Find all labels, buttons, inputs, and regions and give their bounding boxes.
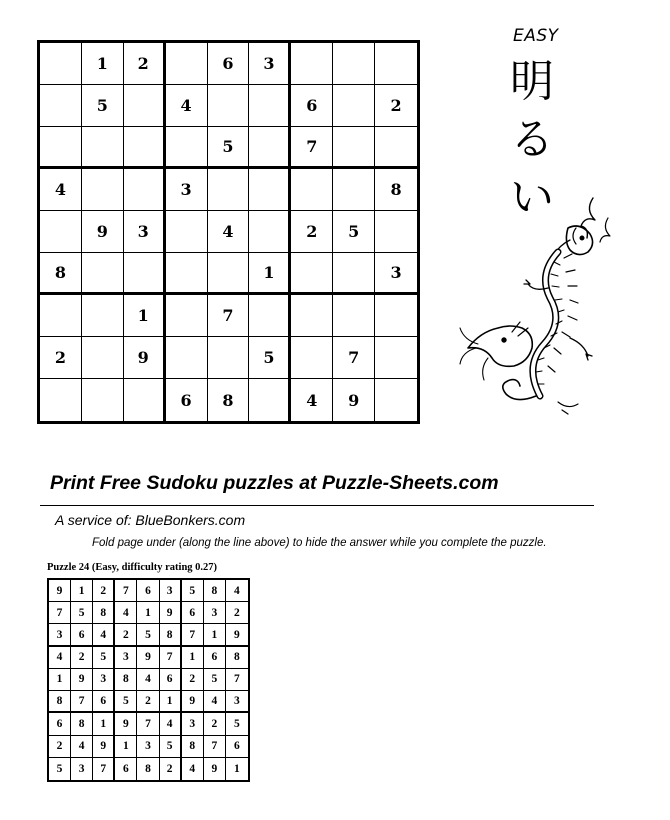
answer-cell: 1 <box>204 624 226 646</box>
answer-cell: 2 <box>93 580 115 602</box>
puzzle-cell: 3 <box>166 169 208 211</box>
puzzle-cell[interactable] <box>333 295 375 337</box>
puzzle-cell: 5 <box>82 85 124 127</box>
puzzle-cell[interactable] <box>208 85 250 127</box>
answer-cell: 8 <box>226 647 248 669</box>
puzzle-cell: 4 <box>291 379 333 421</box>
puzzle-cell: 1 <box>82 43 124 85</box>
puzzle-cell[interactable] <box>291 253 333 295</box>
kanji-character-3: い <box>510 172 554 223</box>
answer-cell: 6 <box>49 713 71 735</box>
puzzle-cell: 5 <box>208 127 250 169</box>
answer-cell: 5 <box>137 624 159 646</box>
puzzle-cell: 4 <box>208 211 250 253</box>
answer-cell: 8 <box>93 602 115 624</box>
answer-cell: 9 <box>226 624 248 646</box>
puzzle-cell[interactable] <box>40 43 82 85</box>
puzzle-cell[interactable] <box>40 127 82 169</box>
headline-promo: Print Free Sudoku puzzles at Puzzle-Sheets.com <box>50 472 499 494</box>
answer-cell: 6 <box>71 624 93 646</box>
answer-cell: 3 <box>49 624 71 646</box>
puzzle-cell: 5 <box>249 337 291 379</box>
puzzle-cell: 7 <box>333 337 375 379</box>
answer-cell: 7 <box>71 691 93 713</box>
answer-cell: 5 <box>226 713 248 735</box>
answer-cell: 9 <box>160 602 182 624</box>
puzzle-cell[interactable] <box>249 379 291 421</box>
answer-cell: 5 <box>93 647 115 669</box>
puzzle-cell[interactable] <box>333 127 375 169</box>
puzzle-cell[interactable] <box>291 43 333 85</box>
answer-cell: 3 <box>226 691 248 713</box>
puzzle-cell[interactable] <box>249 169 291 211</box>
puzzle-cell[interactable] <box>375 127 417 169</box>
puzzle-cell: 6 <box>208 43 250 85</box>
answer-cell: 6 <box>182 602 204 624</box>
answer-cell: 8 <box>182 736 204 758</box>
puzzle-cell[interactable] <box>124 253 166 295</box>
answer-cell: 6 <box>137 580 159 602</box>
puzzle-cell: 2 <box>40 337 82 379</box>
puzzle-cell[interactable] <box>249 211 291 253</box>
puzzle-cell[interactable] <box>40 85 82 127</box>
puzzle-cell: 8 <box>40 253 82 295</box>
answer-cell: 9 <box>137 647 159 669</box>
puzzle-cell: 8 <box>208 379 250 421</box>
answer-cell: 7 <box>160 647 182 669</box>
puzzle-cell[interactable] <box>333 85 375 127</box>
answer-cell: 4 <box>182 758 204 780</box>
answer-cell: 8 <box>160 624 182 646</box>
answer-cell: 2 <box>71 647 93 669</box>
answer-cell: 8 <box>204 580 226 602</box>
answer-cell: 7 <box>115 580 137 602</box>
puzzle-cell: 1 <box>124 295 166 337</box>
puzzle-cell[interactable] <box>291 295 333 337</box>
answer-cell: 3 <box>71 758 93 780</box>
answer-cell: 9 <box>49 580 71 602</box>
answer-cell: 3 <box>204 602 226 624</box>
answer-cell: 6 <box>160 669 182 691</box>
puzzle-cell[interactable] <box>124 127 166 169</box>
answer-cell: 2 <box>204 713 226 735</box>
answer-cell: 7 <box>137 713 159 735</box>
puzzle-cell[interactable] <box>166 295 208 337</box>
answer-cell: 6 <box>115 758 137 780</box>
answer-cell: 1 <box>182 647 204 669</box>
puzzle-cell[interactable] <box>208 337 250 379</box>
puzzle-cell[interactable] <box>166 43 208 85</box>
puzzle-cell: 2 <box>124 43 166 85</box>
puzzle-cell[interactable] <box>375 211 417 253</box>
puzzle-cell[interactable] <box>375 295 417 337</box>
answer-cell: 3 <box>137 736 159 758</box>
answer-cell: 4 <box>93 624 115 646</box>
answer-cell: 9 <box>204 758 226 780</box>
puzzle-cell: 9 <box>124 337 166 379</box>
puzzle-cell[interactable] <box>208 253 250 295</box>
puzzle-cell[interactable] <box>166 127 208 169</box>
answer-cell: 7 <box>93 758 115 780</box>
answer-cell: 7 <box>226 669 248 691</box>
answer-cell: 3 <box>182 713 204 735</box>
answer-cell: 4 <box>226 580 248 602</box>
puzzle-cell[interactable] <box>375 379 417 421</box>
answer-cell: 3 <box>93 669 115 691</box>
puzzle-cell[interactable] <box>124 379 166 421</box>
puzzle-cell: 7 <box>291 127 333 169</box>
answer-cell: 4 <box>115 602 137 624</box>
answer-cell: 9 <box>93 736 115 758</box>
answer-cell: 4 <box>49 647 71 669</box>
answer-cell: 1 <box>234 762 240 775</box>
answer-cell: 9 <box>182 691 204 713</box>
puzzle-cell[interactable] <box>333 169 375 211</box>
puzzle-cell[interactable] <box>124 85 166 127</box>
answer-cell: 1 <box>93 713 115 735</box>
puzzle-cell: 3 <box>375 253 417 295</box>
answer-cell: 5 <box>182 580 204 602</box>
answer-cell: 5 <box>115 691 137 713</box>
answer-cell: 6 <box>226 736 248 758</box>
fold-line <box>40 505 594 506</box>
answer-cell: 5 <box>204 669 226 691</box>
puzzle-cell[interactable] <box>291 169 333 211</box>
answer-cell: 2 <box>49 736 71 758</box>
answer-cell: 7 <box>204 736 226 758</box>
puzzle-cell: 6 <box>166 379 208 421</box>
puzzle-cell: 5 <box>333 211 375 253</box>
answer-cell: 2 <box>115 624 137 646</box>
puzzle-cell: 2 <box>291 211 333 253</box>
puzzle-cell[interactable] <box>82 127 124 169</box>
difficulty-label: EASY <box>513 26 559 46</box>
answer-cell: 1 <box>160 691 182 713</box>
answer-cell: 7 <box>49 602 71 624</box>
answer-cell: 1 <box>137 602 159 624</box>
puzzle-cell[interactable] <box>166 211 208 253</box>
sudoku-puzzle-grid <box>37 40 420 424</box>
puzzle-cell[interactable] <box>249 85 291 127</box>
dragon-illustration <box>458 188 618 416</box>
kanji-character-1: 明 <box>510 56 554 107</box>
answer-cell: 3 <box>160 580 182 602</box>
answer-cell: 5 <box>160 736 182 758</box>
puzzle-cell[interactable] <box>124 169 166 211</box>
answer-cell: 6 <box>93 691 115 713</box>
puzzle-cell[interactable] <box>82 337 124 379</box>
answer-cell: 8 <box>137 758 159 780</box>
puzzle-cell[interactable] <box>82 253 124 295</box>
answer-cell: 9 <box>71 669 93 691</box>
puzzle-cell: 3 <box>124 211 166 253</box>
answer-cell: 1 <box>115 736 137 758</box>
answer-cell: 2 <box>226 602 248 624</box>
answer-cell: 2 <box>182 669 204 691</box>
answer-cell: 5 <box>71 602 93 624</box>
puzzle-cell: 9 <box>82 211 124 253</box>
puzzle-cell: 8 <box>375 169 417 211</box>
puzzle-cell[interactable] <box>375 43 417 85</box>
answer-cell: 2 <box>160 758 182 780</box>
answer-cell: 8 <box>115 669 137 691</box>
puzzle-cell: 2 <box>375 85 417 127</box>
answer-cell: 4 <box>71 736 93 758</box>
answer-cell: 8 <box>49 691 71 713</box>
puzzle-cell[interactable] <box>40 295 82 337</box>
answer-cell: 1 <box>71 580 93 602</box>
answer-cell: 4 <box>160 713 182 735</box>
answer-cell: 9 <box>115 713 137 735</box>
puzzle-cell[interactable] <box>333 43 375 85</box>
puzzle-cell: 4 <box>166 85 208 127</box>
answer-grid <box>47 578 250 782</box>
puzzle-cell[interactable] <box>40 211 82 253</box>
puzzle-cell: 9 <box>333 379 375 421</box>
puzzle-cell: 7 <box>208 295 250 337</box>
puzzle-cell: 3 <box>249 43 291 85</box>
answer-cell: 4 <box>204 691 226 713</box>
puzzle-cell[interactable] <box>166 253 208 295</box>
puzzle-cell[interactable] <box>82 169 124 211</box>
answer-title: Puzzle 24 (Easy, difficulty rating 0.27) <box>47 562 218 573</box>
puzzle-cell[interactable] <box>82 295 124 337</box>
puzzle-cell: 4 <box>40 169 82 211</box>
answer-cell: 3 <box>115 647 137 669</box>
puzzle-cell[interactable] <box>375 337 417 379</box>
puzzle-cell[interactable] <box>333 253 375 295</box>
answer-cell: 2 <box>137 691 159 713</box>
fold-instruction: Fold page under (along the line above) to hide the answer while you complete the puzzle. <box>92 537 547 549</box>
answer-cell: 6 <box>204 647 226 669</box>
puzzle-cell[interactable] <box>249 127 291 169</box>
puzzle-cell[interactable] <box>82 379 124 421</box>
answer-cell: 7 <box>182 624 204 646</box>
puzzle-cell[interactable] <box>208 169 250 211</box>
answer-cell: 4 <box>137 669 159 691</box>
puzzle-cell[interactable] <box>249 295 291 337</box>
answer-cell: 1 <box>49 669 71 691</box>
puzzle-cell[interactable] <box>40 379 82 421</box>
answer-cell: 8 <box>71 713 93 735</box>
service-credit: A service of: BlueBonkers.com <box>55 512 246 528</box>
kanji-character-2: る <box>510 114 554 165</box>
puzzle-cell: 6 <box>291 85 333 127</box>
puzzle-cell[interactable] <box>291 337 333 379</box>
puzzle-cell: 1 <box>249 253 291 295</box>
puzzle-cell[interactable] <box>166 337 208 379</box>
answer-cell: 5 <box>49 758 71 780</box>
